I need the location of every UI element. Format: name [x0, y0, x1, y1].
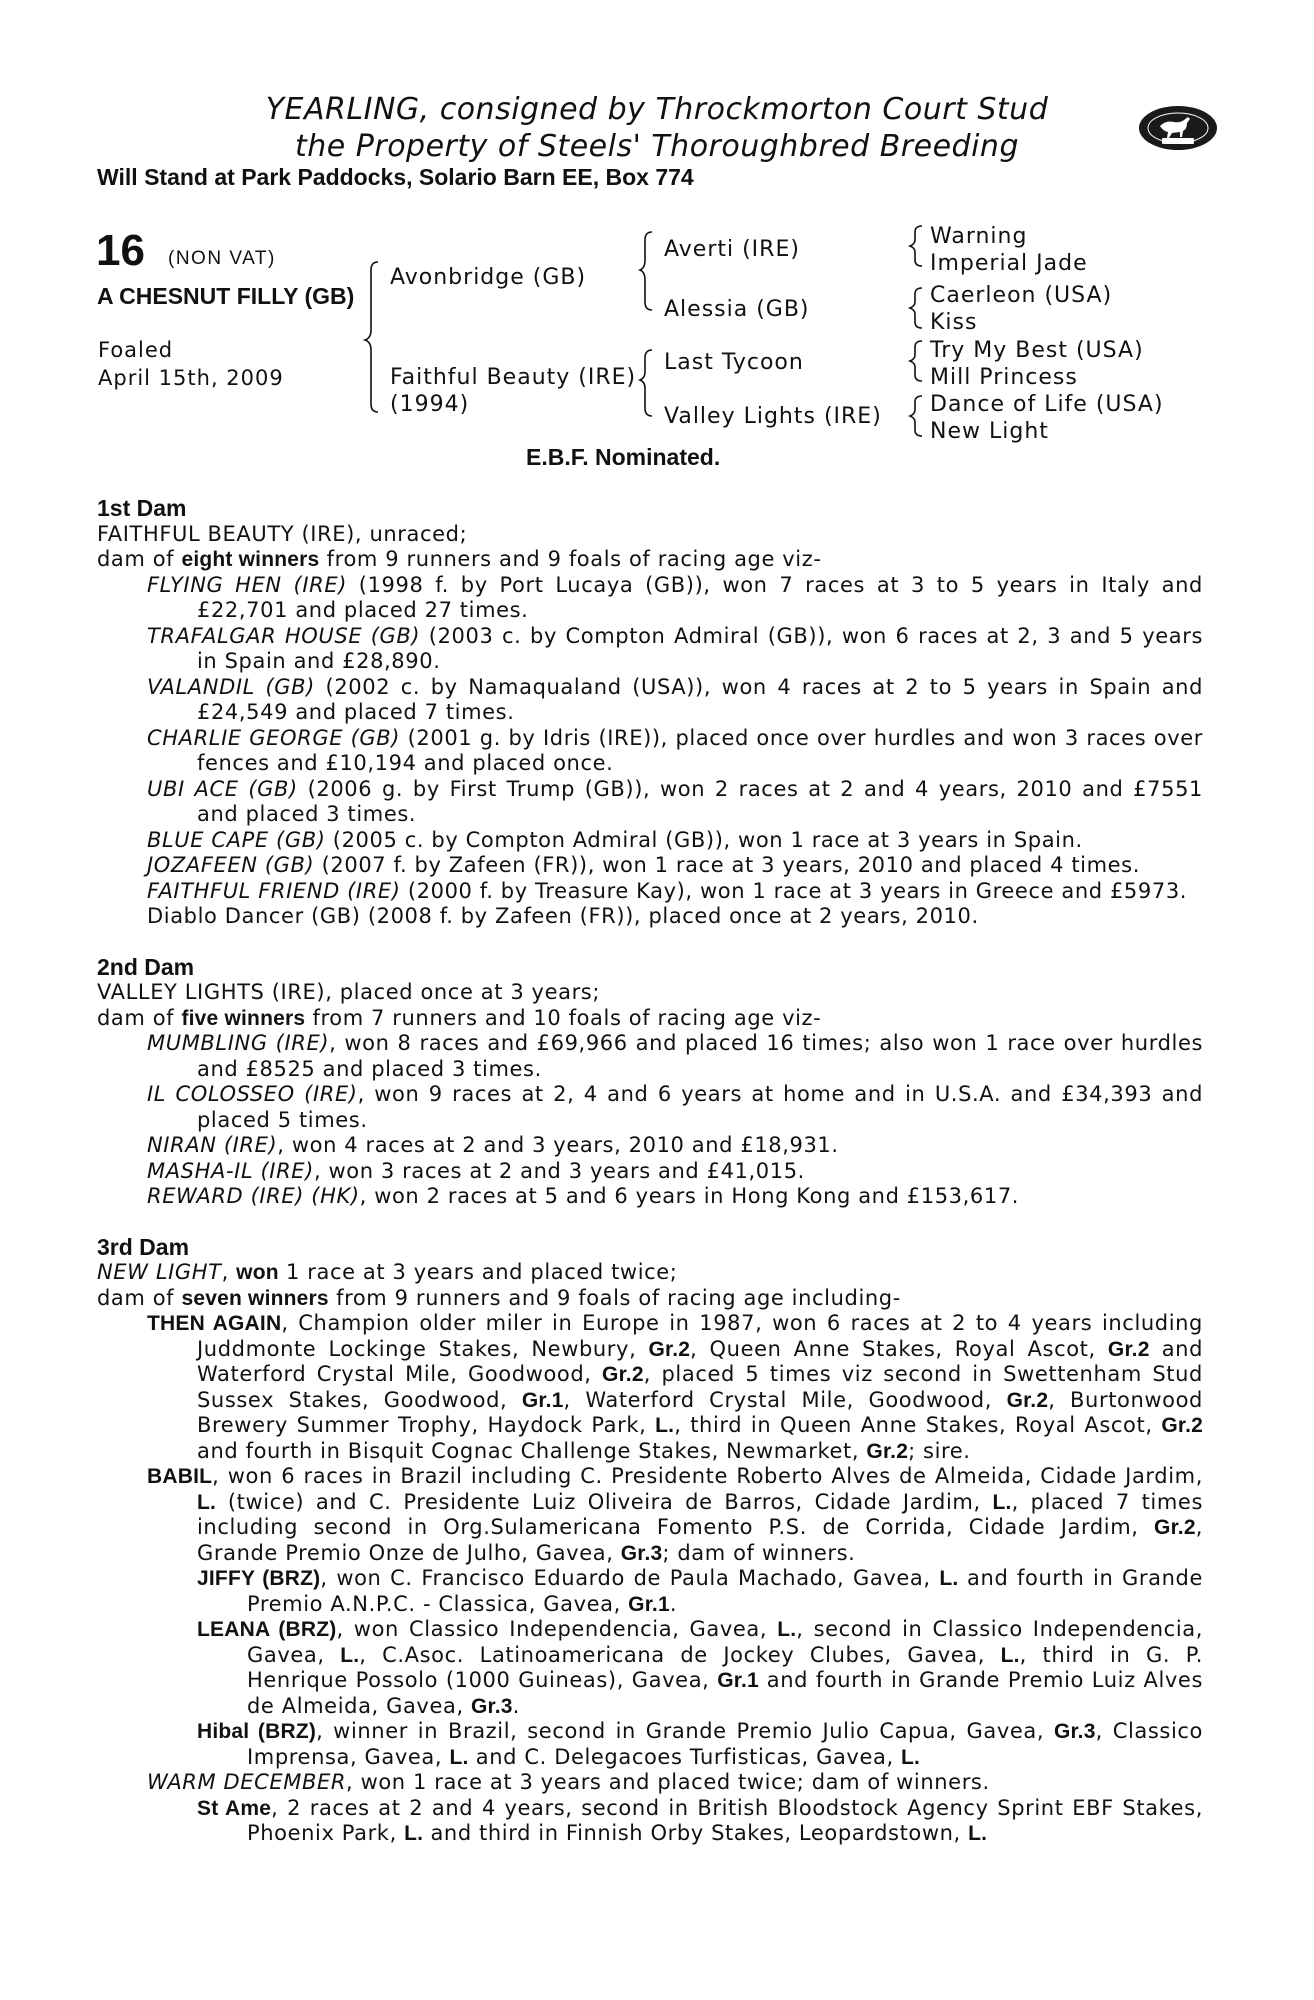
foal-entry-jiffy: JIFFY (BRZ), won C. Francisco Eduardo de Paula Machado, Gavea, L. and fourth in Grande Premio A.N.P.C. - Classica, Gavea, Gr.1.: [197, 1566, 1203, 1616]
foal-entry: FLYING HEN (IRE) (1998 f. by Port Lucaya (GB)), won 7 races at 3 to 5 years in Italy and £22,701 and placed 27 times.: [147, 572, 1203, 622]
foal-entry: UBI ACE (GB) (2006 g. by First Trump (GB)), won 2 races at 2 and 4 years, 2010 and £7551 and placed 3 times.: [147, 776, 1203, 826]
dam-year: (1994): [390, 392, 470, 417]
sire: Avonbridge (GB): [390, 265, 587, 290]
dds: Dance of Life (USA): [930, 392, 1164, 417]
sdd: Kiss: [930, 310, 978, 335]
dss: Try My Best (USA): [930, 338, 1144, 363]
third-dam-heading: 3rd Dam: [97, 1233, 190, 1260]
lot-description: A CHESNUT FILLY (GB): [97, 283, 355, 309]
dsd: Mill Princess: [930, 365, 1078, 390]
foal-entry: CHARLIE GEORGE (GB) (2001 g. by Idris (IRE)), placed once over hurdles and won 3 races over fences and £10,194 and placed once.: [147, 725, 1203, 775]
foaled-label: Foaled: [98, 338, 174, 362]
dam: Faithful Beauty (IRE): [390, 365, 637, 390]
foal-entry: MASHA-IL (IRE), won 3 races at 2 and 3 years and £41,015.: [147, 1158, 805, 1183]
vat-status: (NON VAT): [168, 248, 276, 269]
foal-entry-warm-december: WARM DECEMBER, won 1 race at 3 years and placed twice; dam of winners.: [147, 1770, 990, 1794]
sire-dam: Alessia (GB): [664, 297, 810, 322]
third-dam-summary: dam of seven winners from 9 runners and 9 foals of racing age including-: [97, 1285, 901, 1310]
foaled-date: April 15th, 2009: [98, 366, 284, 390]
stand-location: Will Stand at Park Paddocks, Solario Barn EE, Box 774: [97, 164, 694, 190]
sire-sire: Averti (IRE): [664, 237, 800, 262]
foal-entry: VALANDIL (GB) (2002 c. by Namaqualand (USA)), won 4 races at 2 to 5 years in Spain and £24,549 and placed 7 times.: [147, 674, 1203, 724]
produce-record: [97, 496, 1203, 1847]
first-dam-heading: 1st Dam: [97, 495, 187, 521]
first-dam-intro: FAITHFUL BEAUTY (IRE), unraced;: [97, 521, 468, 546]
ssd: Imperial Jade: [930, 251, 1088, 276]
sss: Warning: [930, 224, 1028, 249]
second-dam-intro: VALLEY LIGHTS (IRE), placed once at 3 years;: [97, 980, 601, 1004]
foal-entry-babil: BABIL, won 6 races in Brazil including C. Presidente Roberto Alves de Almeida, Cidade Jardim, L. (twice) and C. Presidente Luiz Oliveira de Barros, Cidade Jardim, L., placed 7 times including second in Org.Sulamericana Fomento P.S. de Corrida, Cidade Jardim, Gr.2, Grande Premio Onze de Julho, Gavea, Gr.3; dam of winners.: [147, 1464, 1203, 1565]
foal-entry: MUMBLING (IRE), won 8 races and £69,966 and placed 16 times; also won 1 race over hurdles and £8525 and placed 3 times.: [147, 1031, 1204, 1081]
consignor-line: YEARLING, consigned by Throckmorton Court Stud: [265, 92, 1049, 127]
foal-entry-st-ame: St Ame, 2 races at 2 and 4 years, second in British Bloodstock Agency Sprint EBF Stakes, Phoenix Park, L. and third in Finnish Orby Stakes, Leopardstown, L.: [197, 1795, 1203, 1845]
foal-entry: NIRAN (IRE), won 4 races at 2 and 3 years, 2010 and £18,931.: [147, 1133, 839, 1157]
sds: Caerleon (USA): [930, 283, 1113, 308]
property-line: the Property of Steels' Thoroughbred Breeding: [295, 129, 1019, 164]
foal-entry: TRAFALGAR HOUSE (GB) (2003 c. by Compton Admiral (GB)), won 6 races at 2, 3 and 5 years in Spain and £28,890.: [147, 623, 1203, 673]
foal-entry-then-again: THEN AGAIN, Champion older miler in Europe in 1987, won 6 races at 2 to 4 years including Juddmonte Lockinge Stakes, Newbury, Gr.2, Queen Anne Stakes, Royal Ascot, Gr.2 and Waterford Crystal Mile, Goodwood, Gr.2, placed 5 times viz second in Swettenham Stud Sussex Stakes, Goodwood, Gr.1, Waterford Crystal Mile, Goodwood, Gr.2, Burtonwood Brewery Summer Trophy, Haydock Park, L., third in Queen Anne Stakes, Royal Ascot, Gr.2 and fourth in Bisquit Cognac Challenge Stakes, Newmarket, Gr.2; sire.: [147, 1311, 1204, 1463]
second-dam-heading: 2nd Dam: [97, 953, 195, 980]
dam-sire: Last Tycoon: [664, 350, 804, 375]
third-dam-intro: NEW LIGHT, won 1 race at 3 years and placed twice;: [97, 1260, 678, 1284]
second-dam-summary: dam of five winners from 7 runners and 10 foals of racing age viz-: [97, 1005, 822, 1030]
foal-entry: BLUE CAPE (GB) (2005 c. by Compton Admiral (GB)), won 1 race at 3 years in Spain.: [147, 827, 1083, 852]
lot-number: 16: [96, 226, 145, 275]
foal-entry: FAITHFUL FRIEND (IRE) (2000 f. by Treasure Kay), won 1 race at 3 years in Greece and £5973.: [147, 878, 1188, 903]
foal-entry: IL COLOSSEO (IRE), won 9 races at 2, 4 and 6 years at home and in U.S.A. and £34,393 and placed 5 times.: [147, 1082, 1203, 1132]
ebf-nominated: E.B.F. Nominated.: [526, 444, 721, 470]
ddd: New Light: [930, 419, 1049, 444]
foal-entry-hibal: Hibal (BRZ), winner in Brazil, second in Grande Premio Julio Capua, Gavea, Gr.3, Classico Imprensa, Gavea, L. and C. Delegacoes Turfisticas, Gavea, L.: [197, 1719, 1203, 1769]
first-dam-summary: dam of eight winners from 9 runners and 9 foals of racing age viz-: [97, 547, 822, 571]
foal-entry: REWARD (IRE) (HK), won 2 races at 5 and 6 years in Hong Kong and £153,617.: [147, 1184, 1020, 1208]
dam-dam: Valley Lights (IRE): [664, 404, 882, 429]
foal-entry: Diablo Dancer (GB) (2008 f. by Zafeen (FR)), placed once at 2 years, 2010.: [147, 904, 979, 928]
foal-entry: JOZAFEEN (GB) (2007 f. by Zafeen (FR)), won 1 race at 3 years, 2010 and placed 4 times.: [147, 853, 1140, 877]
foal-entry-leana: LEANA (BRZ), won Classico Independencia, Gavea, L., second in Classico Independencia, Gavea, L., C.Asoc. Latinoamericana de Jockey Clubes, Gavea, L., third in G. P. Henrique Possolo (1000 Guineas), Gavea, Gr.1 and fourth in Grande Premio Luiz Alves de Almeida, Gavea, Gr.3.: [197, 1617, 1203, 1718]
